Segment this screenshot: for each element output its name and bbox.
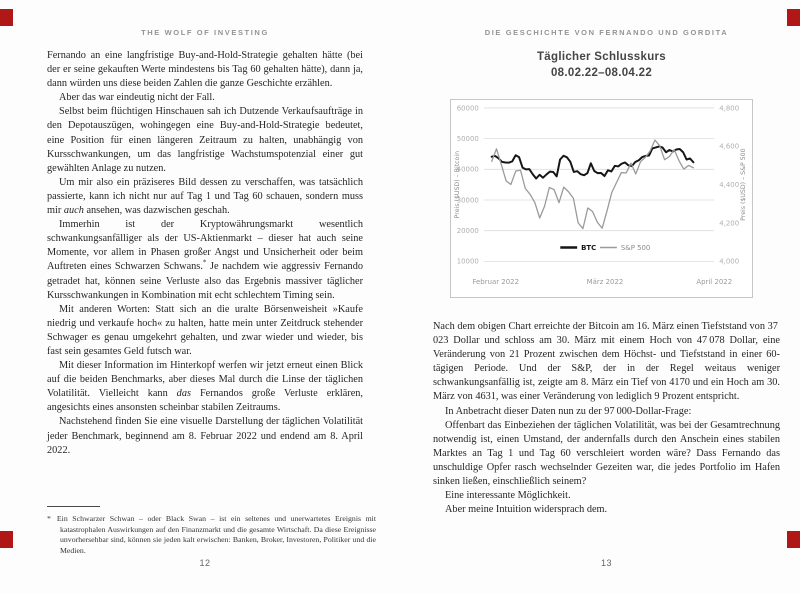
left-axis-tick-label: 50000: [456, 134, 479, 143]
footnote-text: Ein Schwarzer Schwan – oder Black Swan – ist ein seltenes und unerwartetes Ereignis mit katastrophalen Auswirkungen auf den Finanzmarkt und die gesamte Wirtschaft. Da diese Ereignisse unvorhersehbar sind, können sie jeden kalt erwischen: Banken, Broker, Investoren, Politiker und die Medien.: [56, 514, 376, 555]
running-head-right: DIE GESCHICHTE VON FERNANDO UND GORDITA: [484, 28, 729, 37]
page-number-right: 13: [600, 558, 612, 568]
x-axis-tick-label: April 2022: [696, 278, 733, 287]
left-axis-tick-label: 40000: [456, 165, 479, 174]
paragraph: Um mir also ein präziseres Bild dessen zu verschaffen, was tatsächlich passierte, kann ich nicht nur auf Tag 1 und Tag 60 schauen, sondern muss mir auch ansehen, was dazwischen geschah.: [47, 176, 363, 217]
x-axis-tick-label: März 2022: [586, 278, 624, 287]
paragraph: Aber meine Intuition widersprach dem.: [445, 504, 608, 516]
paragraph: Eine interessante Möglichkeit.: [445, 490, 571, 502]
right-axis-tick-label: 4,800: [719, 104, 740, 113]
paragraph: Nach dem obigen Chart erreichte der Bitcoin am 16. März einen Tiefststand von 37 023 Dollar und schloss am 30. März mit einem Hoch von 47 078 Dollar, eine Veränderung von 21 Prozent zwischen dem Höchst- und Tiefststand in einer 60-tägigen Periode. Und der S&P, der in der Regel weitaus weniger schwankungsanfällig ist, zeigte am 8. März ein Tief von 4170 und ein Hoch am 30. März von 4631, was einer Veränderung von lediglich 9 Prozent entspricht.: [433, 321, 780, 403]
right-axis-tick-label: 4,200: [719, 219, 740, 228]
legend-sp500-label: S&P 500: [620, 243, 651, 252]
paragraph: Nachstehend finden Sie eine visuelle Darstellung der täglichen Volatilität jeder Benchmark, beginnend am 8. Februar 2022 und endend am 8. April 2022.: [47, 416, 363, 456]
red-edge-marker-bottom-left: [0, 531, 13, 548]
left-axis-title: Preis ($USD) – Bitcoin: [453, 150, 461, 219]
paragraph: Aber das war eindeutig nicht der Fall.: [59, 92, 215, 104]
left-axis-tick-label: 10000: [456, 257, 479, 266]
paragraph: Selbst beim flüchtigen Hinschauen sah ich Dutzende Verkaufsaufträge in den Depotauszügen, wohingegen eine Buy-and-Hold-Strategie bedeutet, eine Position für einen längeren Zeitraum zu halten, unabhängig von Kursschwankungen, um das langfristige Wachstumspotenzial einer gut gewählten Anlage zu nutzen.: [47, 106, 363, 174]
right-axis-tick-label: 4,600: [719, 142, 740, 151]
x-axis-tick-label: Februar 2022: [472, 278, 519, 287]
left-axis-tick-label: 30000: [456, 196, 479, 205]
right-axis-title: Preis ($USD) – S&P 500: [740, 148, 748, 221]
paragraph: Offenbart das Einbeziehen der täglichen Volatilität, was bei der Gesamtrechnung notwendig ist, einen Umstand, der andernfalls durch den Anschein eines stabilen Marktes an Tag 1 und Tag 60 verschleiert worden wäre? Dass Fernando das unschuldige Opfer rasch wechselnder Gezeiten war, die jedes Portfolio im Hafen sinken ließen, einschließlich seinem?: [433, 419, 780, 488]
chart-canvas: [451, 100, 752, 297]
footnote-marker: *: [47, 514, 51, 523]
paragraph: Fernando an eine langfristige Buy-and-Hold-Strategie gehalten hätte (bei der er seine gekauften Werte mindestens bis Tag 60 gehalten hätte), dann ja, dann würden uns diese beiden Zahlen die ganze Geschichte erzählen.: [47, 50, 363, 90]
red-edge-marker-bottom-right: [787, 531, 800, 548]
chart-title: [450, 49, 753, 81]
page-number-left: 12: [199, 558, 211, 568]
right-axis-tick-label: 4,000: [719, 257, 740, 266]
paragraph: Mit dieser Information im Hinterkopf werfen wir jetzt erneut einen Blick auf die beiden Benchmarks, aber dieses Mal durch die Linse der täglichen Volatilität. Vielleicht kann das Fernandos große Verluste erklären, angesichts eines ansonsten scheinbar stabilen Zeitraums.: [47, 360, 363, 414]
body-text-right: [433, 320, 780, 517]
legend-btc-label: BTC: [581, 243, 597, 252]
right-axis-tick-label: 4,400: [719, 181, 740, 190]
body-text-left: [47, 49, 363, 458]
paragraph: Immerhin ist der Kryptowährungsmarkt wesentlich schwankungsanfälliger als der US-Aktienmarkt – dieser hat auch seine Momente, vor allem in Phasen großer Angst und Unsicherheit oder beim Auftreten eines Schwarzen Schwans.* Je nachdem wie aggressiv Fernando getradet hat, können seine Verluste also das Ergebnis massiver täglicher Kursschwankungen in Kombination mit echt schlechtem Timing sein.: [47, 219, 363, 301]
left-axis-tick-label: 60000: [456, 104, 479, 113]
red-edge-marker-top-left: [0, 9, 13, 26]
paragraph: In Anbetracht dieser Daten nun zu der 97 000-Dollar-Frage:: [445, 405, 692, 417]
left-axis-tick-label: 20000: [456, 227, 479, 236]
footnote: [47, 514, 376, 556]
running-head-left: THE WOLF OF INVESTING: [141, 28, 269, 37]
chart-title-line1: Täglicher Schlusskurs: [536, 51, 666, 63]
chart-title-line2: 08.02.22–08.04.22: [550, 67, 653, 79]
red-edge-marker-top-right: [787, 9, 800, 26]
footnote-rule: [47, 506, 100, 507]
sp500-line: [492, 140, 694, 229]
price-chart: [450, 99, 753, 298]
paragraph: Mit anderen Worten: Statt sich an die uralte Börsenweisheit »Kaufe niedrig und verkaufe hoch« zu halten, hatte mein unter Zeitdruck stehender Schwager es genau umgekehrt gehalten, und zwar wieder und wieder, bis fast sein gesamtes Geld futsch war.: [47, 303, 363, 357]
